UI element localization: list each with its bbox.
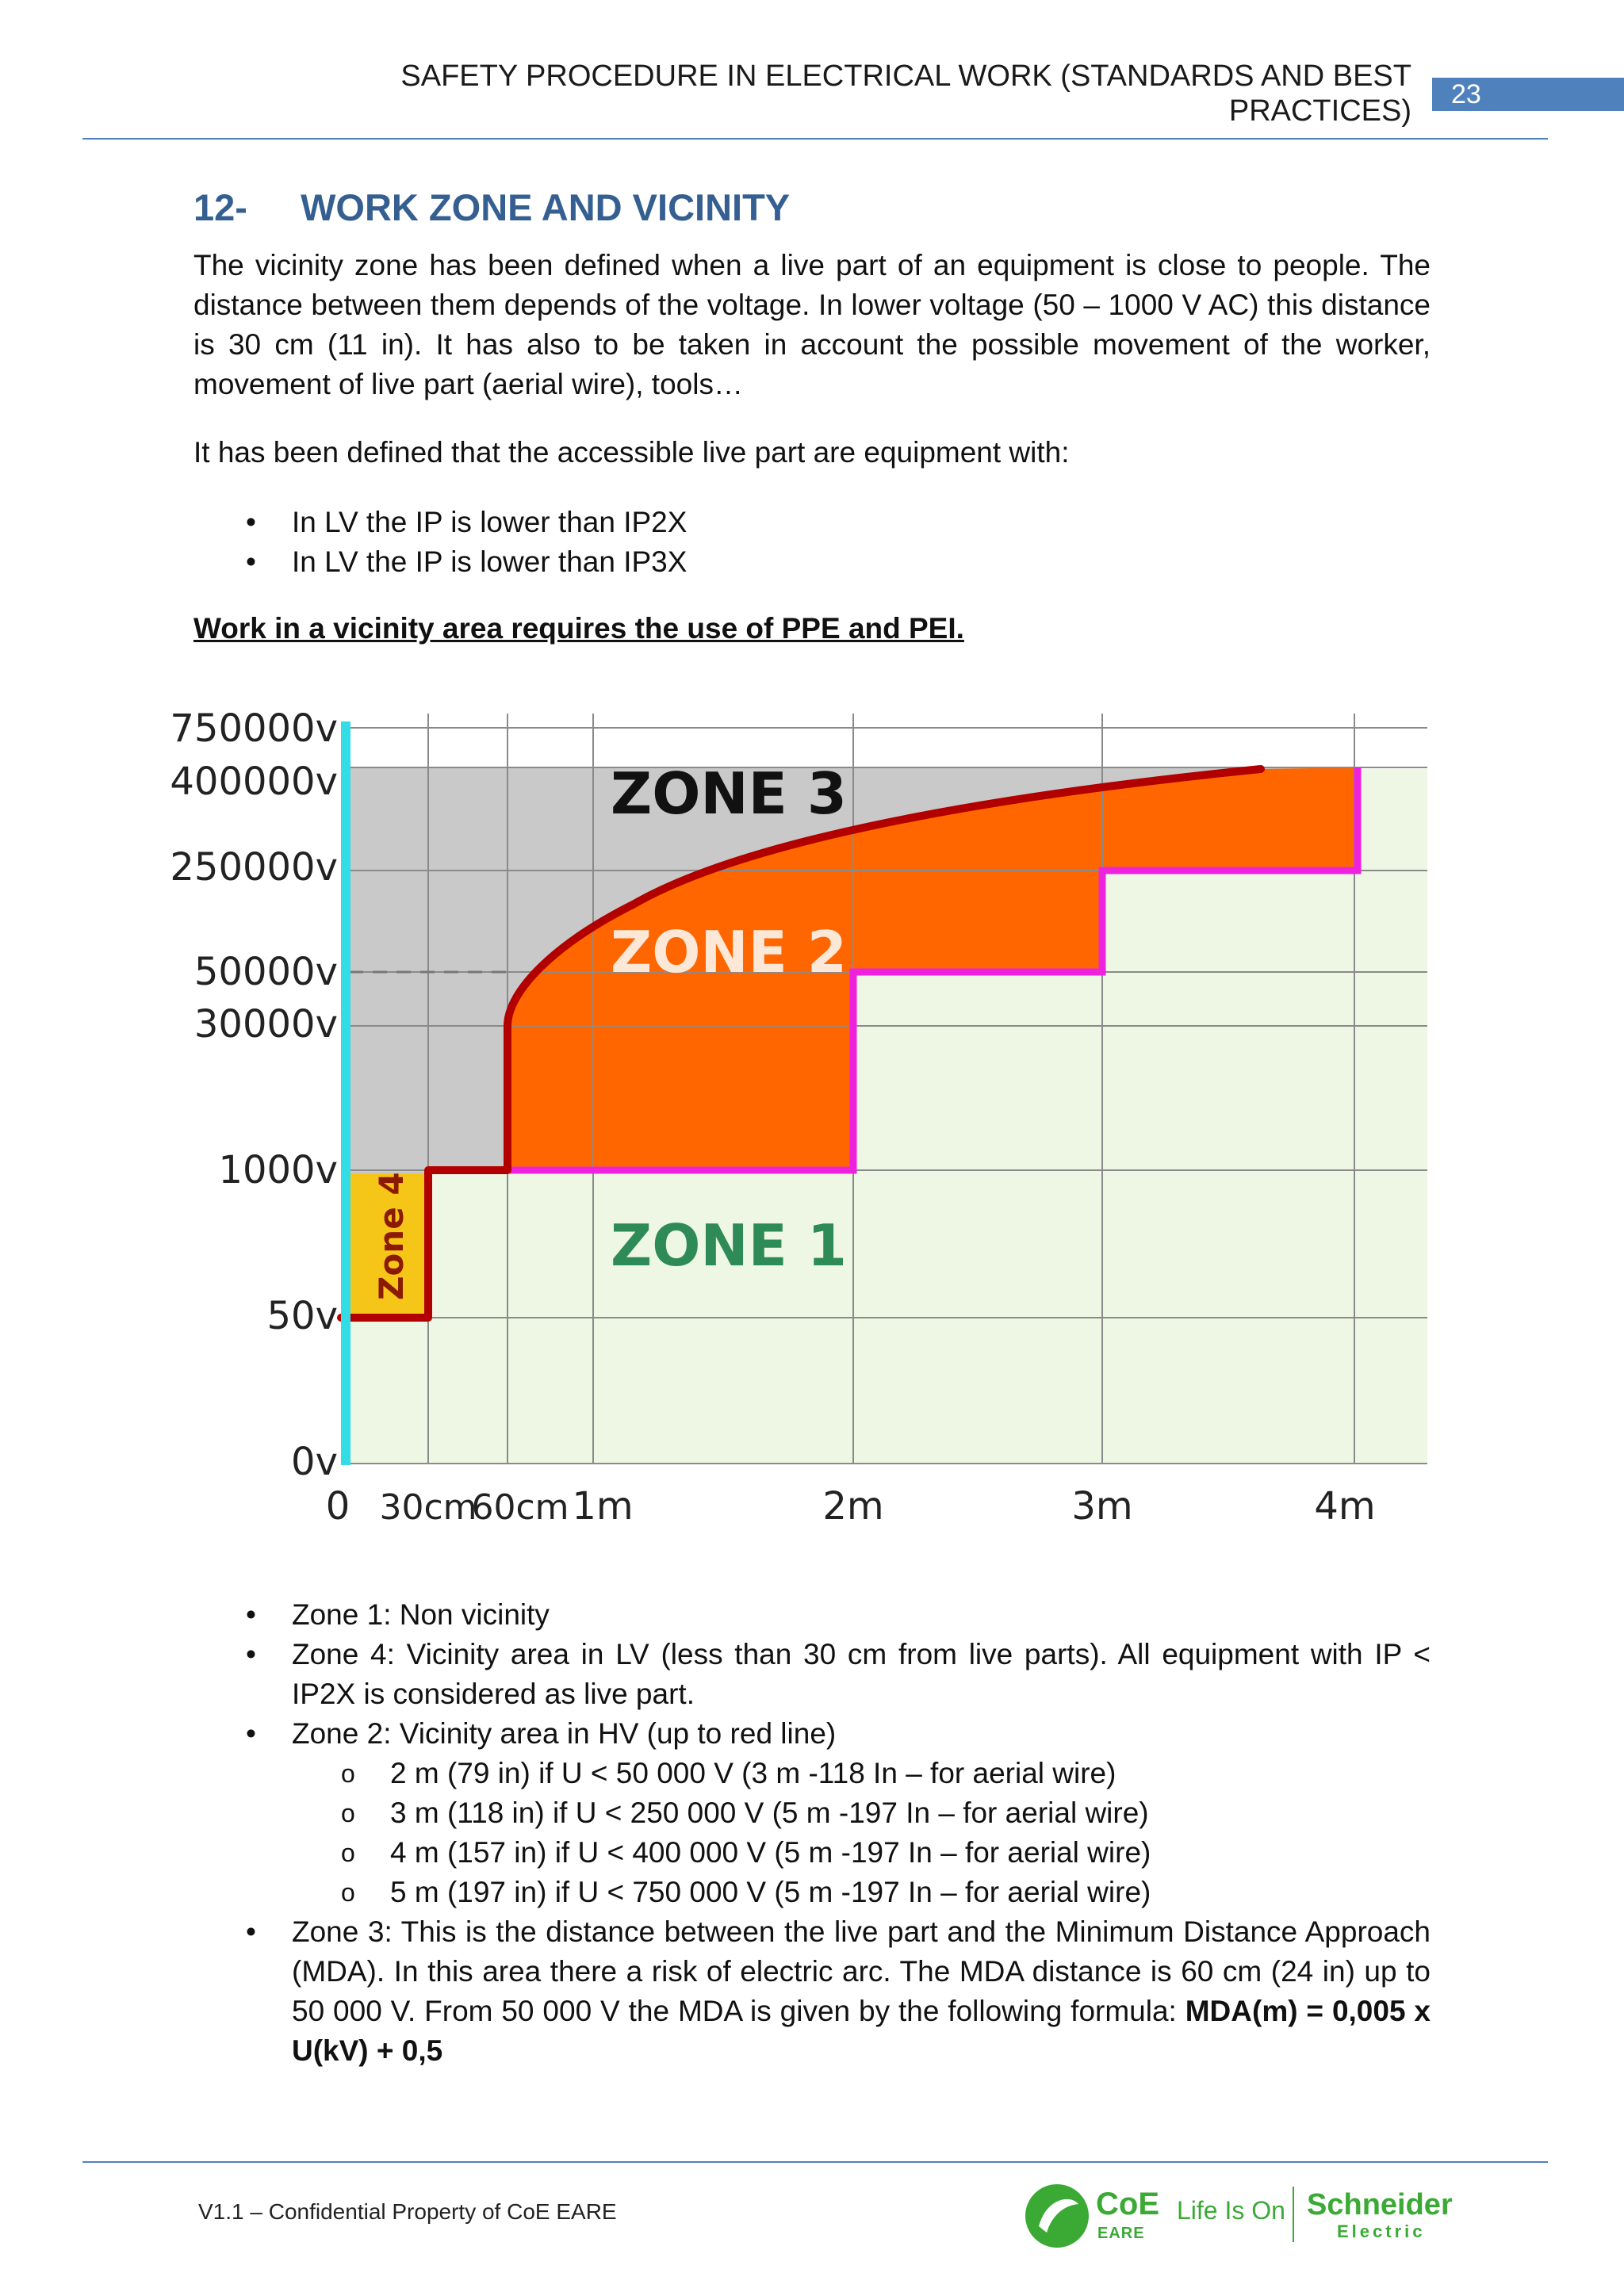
footer-logos (1023, 2182, 1459, 2253)
y-tick-label: 1000v (218, 1148, 338, 1192)
zone2-bullet-text: Zone 2: Vicinity area in HV (up to red line) (292, 1717, 837, 1750)
list-item: o 2 m (79 in) if U < 50 000 V (3 m -118 In – for aerial wire) (292, 1754, 1431, 1793)
x-tick-label: 30cm (379, 1487, 477, 1528)
accessible-paragraph: It has been defined that the accessible live part are equipment with: (193, 436, 1070, 469)
intro-paragraph: The vicinity zone has been defined when a live part of an equipment is close to people. The distance between them depends of the voltage. In lower voltage (50 – 1000 V AC) this distance is 30 cm (11 in). It has also to be taken in account the possible movement of the worker, movement of live part (aerial wire), tools… (193, 249, 1431, 400)
y-tick-label: 50000v (193, 950, 338, 994)
footer-divider (82, 2161, 1548, 2163)
list-item (193, 1714, 1431, 1912)
y-tick-label: 250000v (170, 845, 338, 890)
footer-confidential-text: V1.1 – Confidential Property of CoE EARE (198, 2199, 617, 2224)
electric-logo: Electric (1337, 2221, 1426, 2241)
list-item: • In LV the IP is lower than IP2X (193, 503, 1431, 542)
zone3-bullet-text: Zone 3: This is the distance between the live part and the Minimum Distance Approach (MDA). In this area there a risk of electric arc. The MDA distance is 60 cm (24 in) up to 50 000 V. From 50 000 V the MDA is given by the following formula: (292, 1915, 1431, 2027)
list-item: o 3 m (118 in) if U < 250 000 V (5 m -197 In – for aerial wire) (292, 1793, 1431, 1833)
document-header-title (301, 59, 1411, 128)
y-tick-label: 750000v (170, 706, 338, 751)
header-title-line2: PRACTICES) (1228, 94, 1411, 128)
zone2-label: ZONE 2 (611, 919, 848, 985)
y-tick-label: 400000v (170, 760, 338, 804)
list-item: • Zone 1: Non vicinity (193, 1595, 1431, 1635)
section-number: 12- (193, 186, 247, 228)
y-tick-label: 0v (291, 1440, 338, 1484)
zone4-label: Zone 4 (372, 1172, 411, 1300)
life-is-on-logo: Life Is On (1177, 2196, 1285, 2225)
vicinity-zone-chart (170, 698, 1443, 1546)
y-tick-label: 30000v (193, 1002, 338, 1047)
ppe-requirement-note: Work in a vicinity area requires the use of PPE and PEI. (193, 612, 964, 645)
x-tick-label: 3m (1071, 1484, 1133, 1529)
list-item: • Zone 4: Vicinity area in LV (less than 30 cm from live parts). All equipment with IP < IP2X is considered as live part. (193, 1635, 1431, 1714)
x-tick-label: 60cm (471, 1487, 569, 1528)
zone3-label: ZONE 3 (611, 760, 848, 827)
list-item: o 4 m (157 in) if U < 400 000 V (5 m -197 In – for aerial wire) (292, 1833, 1431, 1873)
zone2-sub-list (292, 1754, 1431, 1912)
list-item (193, 1912, 1431, 2071)
y-tick-label: 50v (266, 1294, 338, 1338)
x-tick-label: 4m (1314, 1484, 1376, 1529)
x-tick-labels (326, 1484, 1376, 1529)
mda-formula: MDA(m) = 0,005 x U(kV) + 0,5 (292, 1995, 1431, 2067)
zone-chart-svg (170, 698, 1443, 1546)
ip-bullet-list (193, 503, 1431, 582)
y-tick-labels (170, 706, 338, 1484)
coe-logo-text: CoE (1096, 2187, 1159, 2221)
list-item: o 5 m (197 in) if U < 750 000 V (5 m -197 In – for aerial wire) (292, 1873, 1431, 1912)
header-title-line1: SAFETY PROCEDURE IN ELECTRICAL WORK (STANDARDS AND BEST (400, 59, 1411, 93)
header-divider (82, 138, 1548, 140)
page-number-badge: 23 (1432, 78, 1624, 111)
x-tick-label: 1m (572, 1484, 634, 1529)
logo-separator (1293, 2187, 1294, 2242)
x-tick-label: 0 (325, 1484, 350, 1529)
schneider-logo: Schneider (1307, 2188, 1453, 2221)
coe-logo-subtext: EARE (1097, 2225, 1145, 2242)
list-item: • In LV the IP is lower than IP3X (193, 542, 1431, 582)
coe-leaf-icon (1023, 2182, 1091, 2250)
section-heading (193, 186, 790, 229)
zone1-label: ZONE 1 (611, 1212, 848, 1279)
x-tick-label: 2m (822, 1484, 884, 1529)
zone-bullet-list (193, 1595, 1431, 2071)
section-title: WORK ZONE AND VICINITY (301, 186, 791, 228)
